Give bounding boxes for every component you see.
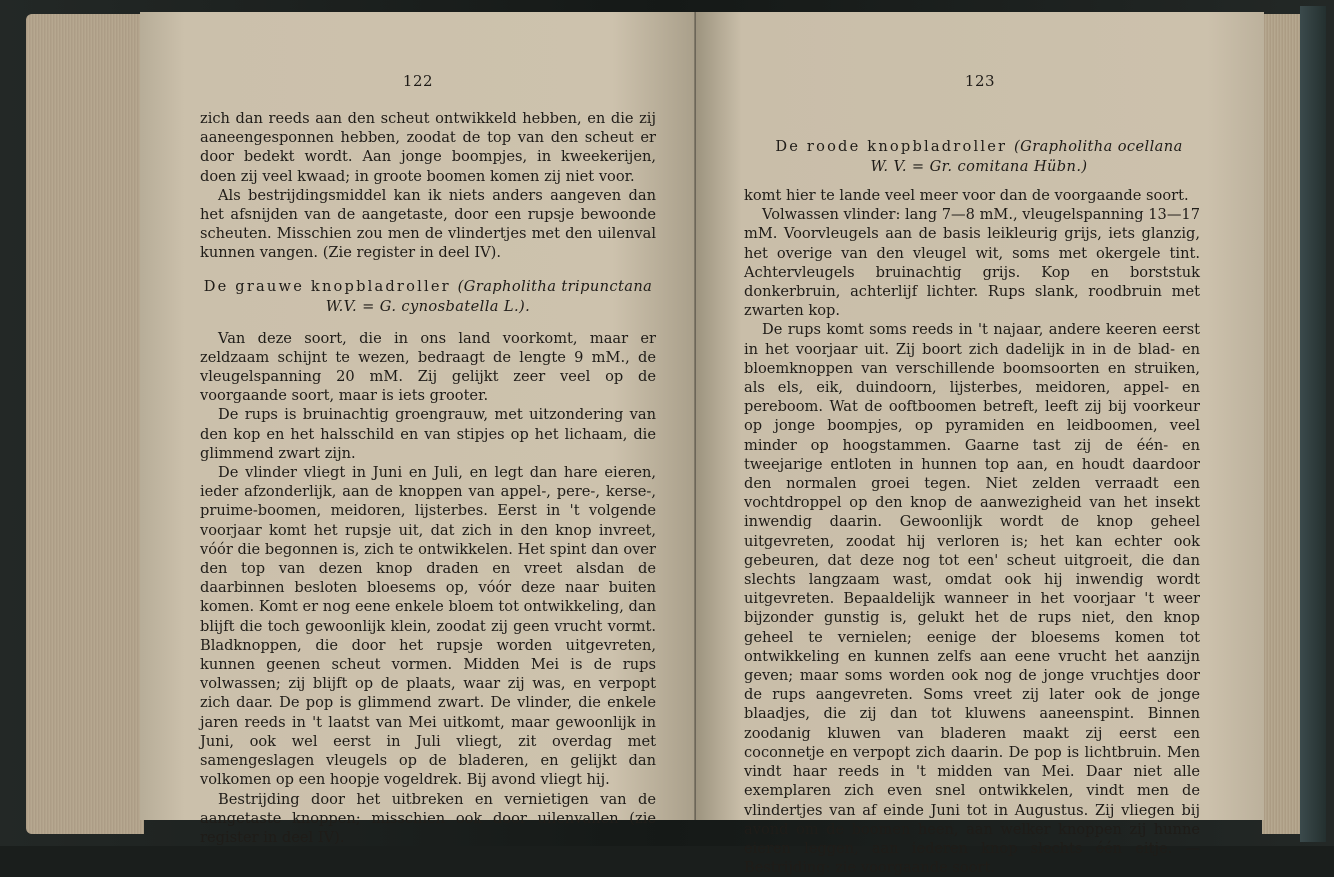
heading-latin-1: (Grapholitha tripunctana (457, 277, 653, 295)
page-edges-left (26, 14, 144, 834)
paragraph: Bestrijding door het uitbreken en vernietigen van de aangetaste knoppen; misschien ook door uilenvallen (zie register in deel IV). (200, 790, 656, 846)
paragraph: De vlinder vliegt in Juni en Juli, en legt dan hare eieren, ieder afzonderlijk, aan de knoppen van appel-, pere-, kerse-, pruime-boomen, meidoren, lijsterbes. Eerst in 't volgende voorjaar komt het rupsje uit, dat zich in den knop invreet, vóór die begonnen is, zich te ontwikkelen. Het spint dan over den top van dezen knop draden en vreet alsdan de daarbinnen besloten bloesems op, vóór deze naar buiten komen. Komt er nog eene enkele bloem tot ontwikkeling, dan blijft die toch gewoonlijk klein, zoodat zij geen vrucht vormt. Bladknoppen, die door het rupsje worden uitgevreten, kunnen geenen scheut vormen. Midden Mei is de rups volwassen; zij blijft op de plaats, waar zij was, en verpopt zich daar. De pop is glimmend zwart. De vlinder, die enkele jaren reeds in 't laatst van Mei uitkomt, maar gewoonlijk in Juni, ook wel eerst in Juli vliegt, zit overdag met samengeslagen vleugels op de bladeren, en gelijkt dan volkomen op een hoopje vogeldrek. Bij avond vliegt hij. (200, 464, 656, 789)
book-cover-edge (1300, 6, 1326, 842)
paragraph: zich dan reeds aan den scheut ontwikkeld hebben, en die zij aaneengesponnen hebben, zoodat de top van den scheut er door bedekt wordt. Aan jonge boompjes, in kweekerijen, doen zij veel kwaad; in groote boomen komen zij niet voor. (200, 110, 656, 185)
left-page-text (200, 109, 656, 847)
paragraph: De rups is bruinachtig groengrauw, met uitzondering van den kop en het halsschild en van stipjes op het lichaam, die glimmend zwart zijn. (200, 406, 656, 462)
section-heading-roode (744, 137, 1214, 177)
heading-latin-2: W.V. = G. cynosbatella L.). (325, 297, 531, 315)
left-page (140, 12, 696, 846)
page-number-left: 122 (402, 72, 434, 90)
heading-latin-2: W. V. = Gr. comitana Hübn.) (870, 158, 1088, 175)
heading-common-name: De grauwe knopbladroller (203, 277, 451, 295)
heading-latin-1: (Grapholitha ocellana (1014, 138, 1183, 155)
paragraph: De rups komt soms reeds in 't najaar, andere keeren eerst in het voorjaar uit. Zij boort zich dadelijk in in de blad- en bloemknoppen van verschillende boomsoorten en struiken, als els, eik, duindoorn, lijsterbes, meidoren, appel- en pereboom. Wat de ooftboomen betreft, leeft zij bij voorkeur op jonge boompjes, op pyramiden en leidboomen, veel minder op hoogstammen. Gaarne tast zij de één- en tweejarige entloten in hunnen top aan, en houdt daardoor den normalen groei tegen. Niet zelden verraadt een vochtdroppel op den knop de aanwezigheid van het insekt inwendig daarin. Gewoonlijk wordt de knop geheel uitgevreten, zoodat hij verloren is; het kan echter ook gebeuren, dat deze nog tot een' scheut uitgroeit, die dan slechts langzaam wast, omdat ook hij inwendig wordt uitgevreten. Bepaaldelijk wanneer in het voorjaar 't weer bijzonder gunstig is, gelukt het de rups niet, den knop geheel te vernielen; eenige der bloesems komen tot ontwikkeling en kunnen zelfs aan eene vrucht het aanzijn geven; maar soms worden ook nog de jonge vruchtjes door de rups aangevreten. Soms vreet zij later ook de jonge blaadjes, die zij dan tot kluwens aaneenspint. Binnen zoodanig kluwen van bladeren maakt zij eerst een coconnetje en verpopt zich daarin. De pop is lichtbruin. Men vindt haar reeds in 't midden van Mei. Daar niet alle exemplaren zich even snel ontwikkelen, vindt men de vlindertjes van af einde Juni tot in Augustus. Zij vliegen bij avond om de boomen heen, aan welker knoppen zij hunne eieren leggen, aan iederen knop slechts één eitje. — Bestrijding: zie voorgaande soort. (744, 321, 1200, 877)
right-page (696, 12, 1264, 877)
page-number-right: 123 (964, 72, 996, 90)
section-heading-grauwe (200, 277, 656, 317)
paragraph: Als bestrijdingsmiddel kan ik niets anders aangeven dan het afsnijden van de aangetaste, door een rupsje bewoonde scheuten. Misschien zou men de vlindertjes met den uilenval kunnen vangen. (Zie register in deel IV). (200, 186, 656, 262)
right-page-text (744, 186, 1200, 877)
paragraph: Volwassen vlinder: lang 7—8 mM., vleugelspanning 13—17 mM. Voorvleugels aan de basis leikleurig grijs, iets glanzig, het overige van den vleugel wit, soms met okergele tint. Achtervleugels bruinachtig grijs. Kop en borststuk donkerbruin, achterlijf lichter. Rups slank, roodbruin met zwarten kop. (744, 206, 1200, 320)
paragraph: komt hier te lande veel meer voor dan de voorgaande soort. (744, 187, 1189, 204)
heading-common-name: De roode knopbladroller (775, 138, 1008, 155)
paragraph: Van deze soort, die in ons land voorkomt, maar er zeldzaam schijnt te wezen, bedraagt de lengte 9 mM., de vleugelspanning 20 mM. Zij gelijkt zeer veel op de voorgaande soort, maar is iets grooter. (200, 329, 656, 405)
